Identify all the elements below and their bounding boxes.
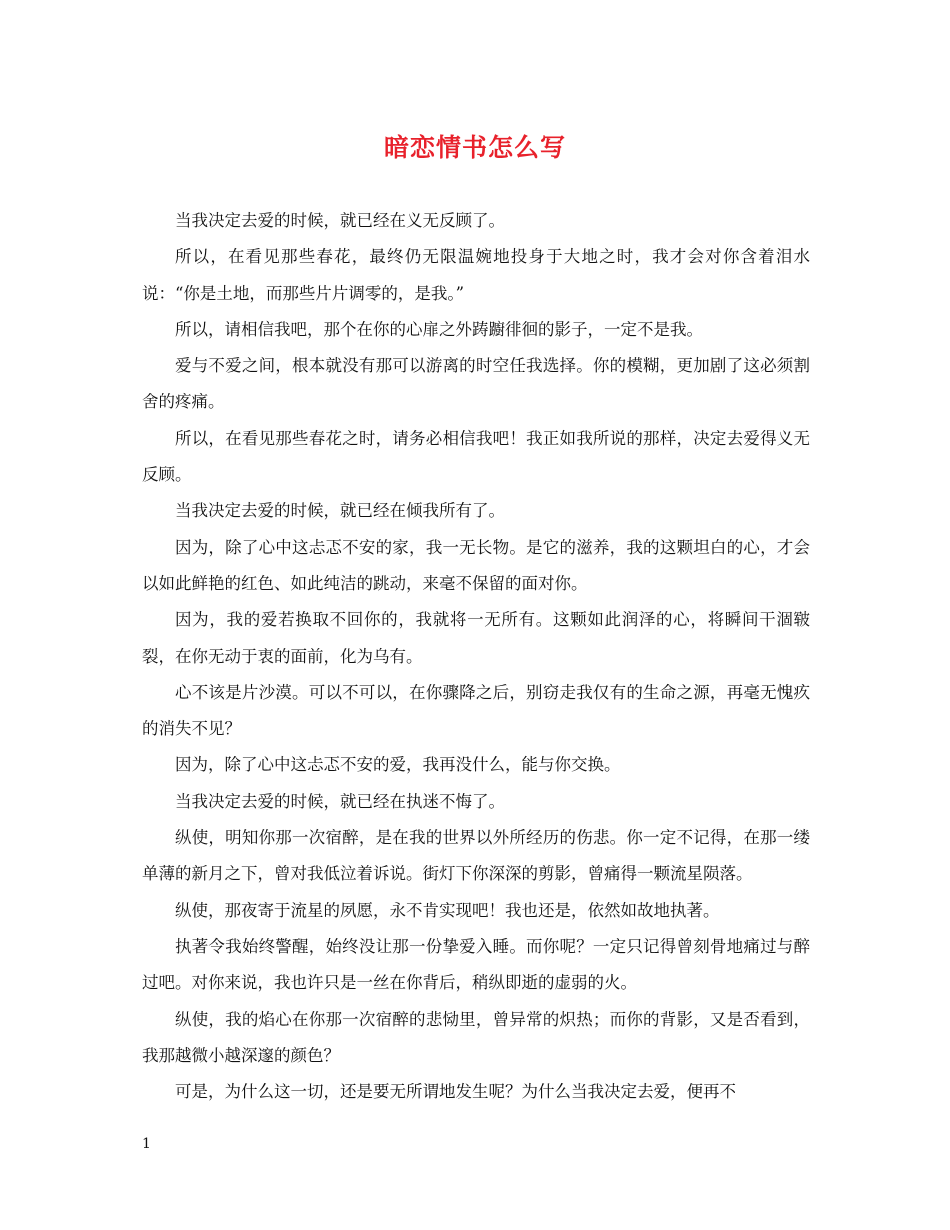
paragraph: 心不该是片沙漠。可以不可以，在你骤降之后，别窃走我仅有的生命之源，再毫无愧疚的消失不见？ bbox=[142, 682, 810, 739]
paragraph: 当我决定去爱的时候，就已经在义无反顾了。 bbox=[175, 211, 505, 230]
paragraph: 因为，除了心中这忐忑不安的家，我一无长物。是它的滋养，我的这颗坦白的心，才会以如此鲜艳的红色、如此纯洁的跳动，来毫不保留的面对你。 bbox=[142, 537, 810, 593]
paragraph: 因为，除了心中这忐忑不安的爱，我再没什么，能与你交换。 bbox=[175, 755, 621, 775]
document-title: 暗恋情书怎么写 bbox=[383, 133, 566, 162]
paragraph: 纵使，那夜寄于流星的夙愿，永不肯实现吧！我也还是，依然如故地执著。 bbox=[175, 900, 720, 920]
paragraph: 执著令我始终警醒，始终没让那一份挚爱入睡。而你呢？一定只记得曾刻骨地痛过与醉过吧。对你来说，我也许只是一丝在你背后，稍纵即逝的虚弱的火。 bbox=[142, 936, 810, 993]
paragraph: 所以，请相信我吧，那个在你的心扉之外踌躕徘徊的影子，一定不是我。 bbox=[175, 319, 703, 339]
paragraph: 所以，在看见那些春花之时，请务必相信我吧！我正如我所说的那样，决定去爱得义无反顾。 bbox=[142, 428, 810, 485]
paragraph: 可是，为什么这一切，还是要无所谓地发生呢？为什么当我决定去爱，便再不 bbox=[175, 1082, 736, 1102]
paragraph: 当我决定去爱的时候，就已经在倾我所有了。 bbox=[175, 501, 505, 521]
paragraph: 爱与不爱之间，根本就没有那可以游离的时空任我选择。你的模糊，更加剧了这必须割舍的疼痛。 bbox=[142, 356, 810, 412]
paragraph: 当我决定去爱的时候，就已经在执迷不悔了。 bbox=[175, 791, 505, 811]
document-body bbox=[142, 203, 810, 1110]
paragraph: 所以，在看见那些春花，最终仍无限温婉地投身于大地之时，我才会对你含着泪水说：“你是土地，而那些片片调零的，是我。” bbox=[142, 247, 810, 303]
paragraph: 纵使，明知你那一次宿醉，是在我的世界以外所经历的伤悲。你一定不记得，在那一缕单薄的新月之下，曾对我低泣着诉说。街灯下你深深的剪影，曾痛得一颗流星陨落。 bbox=[142, 828, 810, 884]
paragraph: 纵使，我的焰心在你那一次宿醉的悲恸里，曾异常的炽热；而你的背影，又是否看到，我那越微小越深邃的颜色？ bbox=[142, 1009, 810, 1065]
page-number: 1 bbox=[142, 1136, 151, 1152]
paragraph: 因为，我的爱若换取不回你的，我就将一无所有。这颗如此润泽的心，将瞬间干涸皲裂，在你无动于衷的面前，化为乌有。 bbox=[142, 610, 810, 666]
